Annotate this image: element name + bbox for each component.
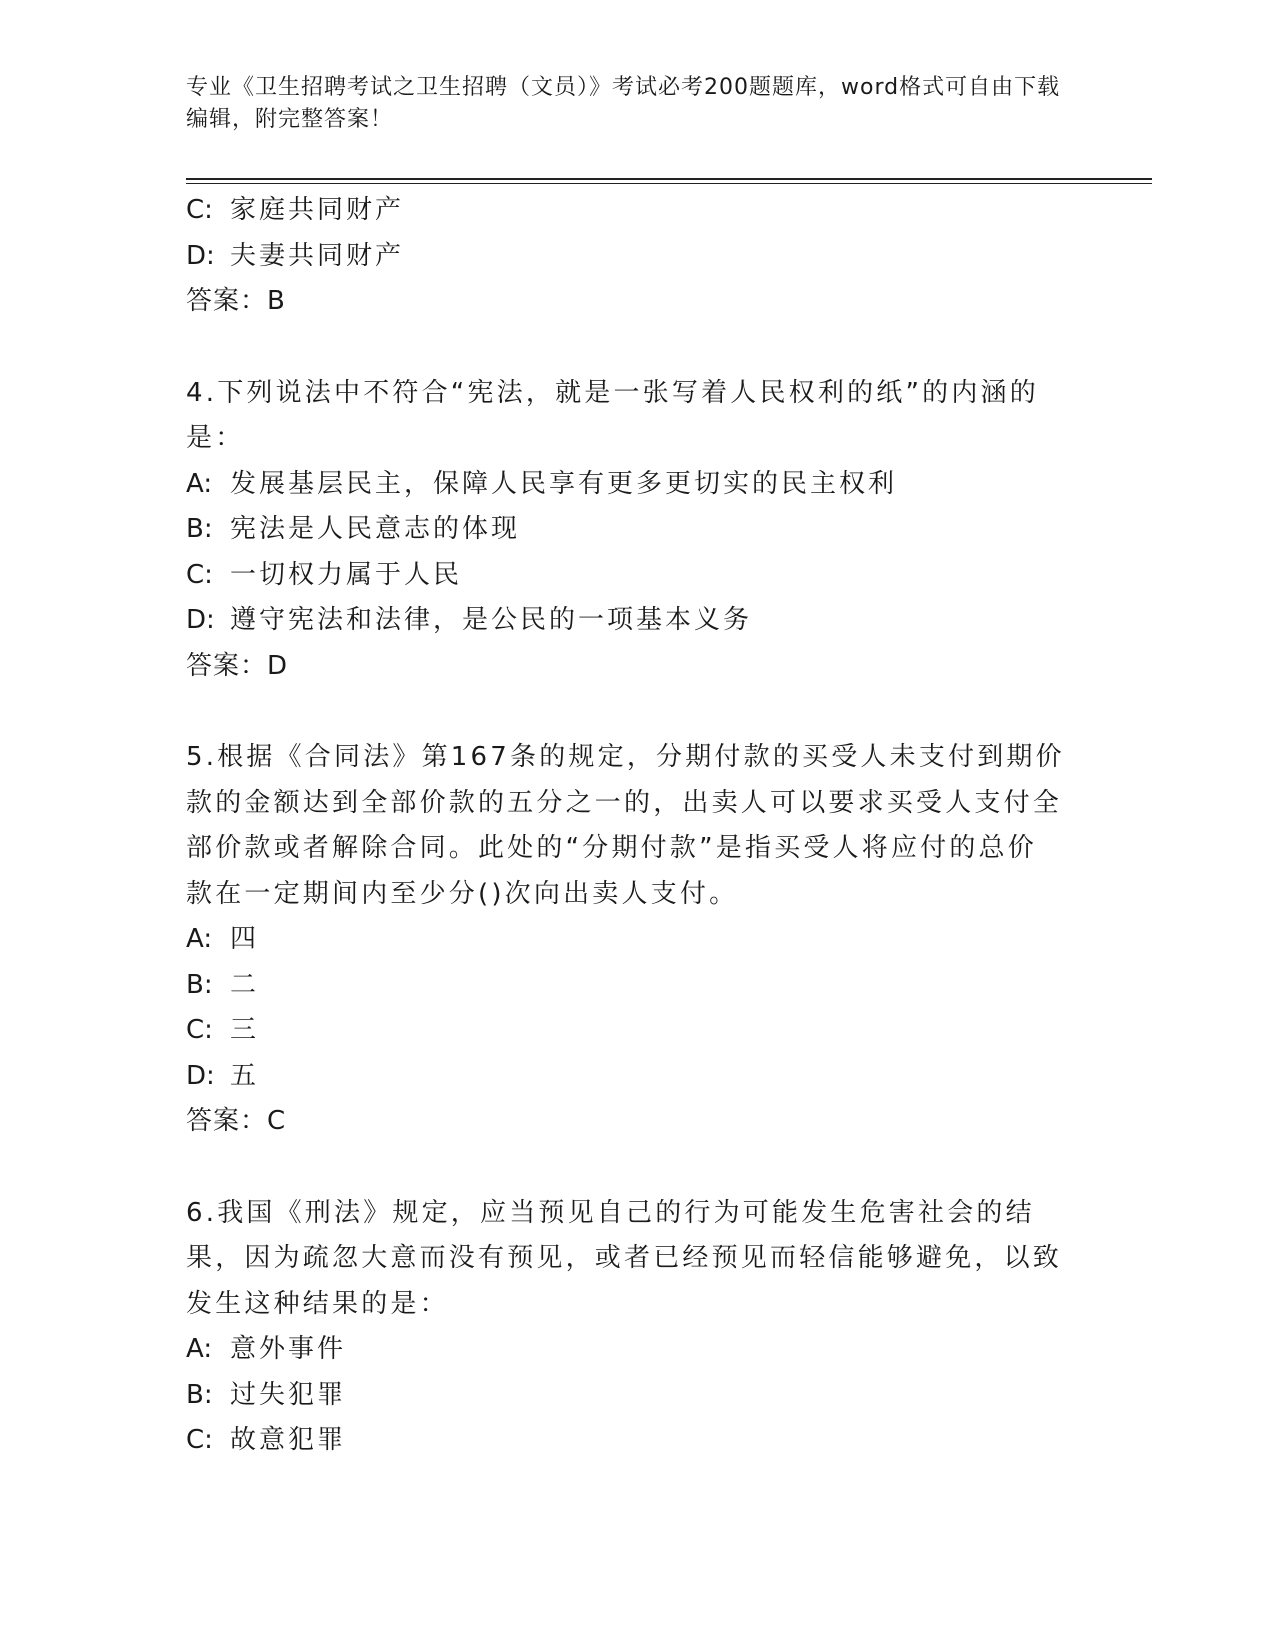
option-label: B: <box>186 969 213 1000</box>
option-text: 故意犯罪 <box>230 1425 347 1455</box>
answer-line: 答案：D <box>186 650 289 681</box>
option-text: 三 <box>230 1015 260 1045</box>
option-label: A: <box>186 468 213 499</box>
option-text: 家庭共同财产 <box>230 195 405 225</box>
option-line <box>186 1054 1066 1100</box>
question-stem: 6.我国《刑法》规定，应当预见自己的行为可能发生危害社会的结果，因为疏忽大意而没有预见，或者已经预见而轻信能够避免，以致发生这种结果的是： <box>186 1197 1063 1319</box>
option-line <box>186 553 1066 599</box>
option-label: D: <box>186 605 215 635</box>
option-line <box>186 462 1066 508</box>
document-header: 专业《卫生招聘考试之卫生招聘（文员）》考试必考200题题库，word格式可自由下载编辑，附完整答案！ <box>186 75 1061 132</box>
option-line <box>186 234 1066 280</box>
option-line <box>186 1327 1066 1373</box>
option-text: 五 <box>230 1060 260 1091</box>
option-text: 遵守宪法和法律，是公民的一项基本义务 <box>230 605 753 635</box>
option-text: 宪法是人民意志的体现 <box>230 514 521 544</box>
option-label: C: <box>186 195 213 225</box>
question-content <box>186 188 1066 1464</box>
option-label: C: <box>186 559 213 590</box>
option-line <box>186 963 1066 1009</box>
option-line <box>186 507 1066 553</box>
option-label: C: <box>186 1015 213 1045</box>
option-label: D: <box>186 240 215 271</box>
header-rule-thick <box>186 178 1152 180</box>
option-text: 一切权力属于人民 <box>230 559 463 590</box>
option-text: 四 <box>230 924 260 954</box>
header-rule-thin <box>186 183 1152 184</box>
option-label: B: <box>186 514 213 544</box>
answer-line: 答案：C <box>186 1106 287 1136</box>
option-text: 意外事件 <box>230 1334 347 1364</box>
option-label: A: <box>186 924 213 954</box>
question-stem: 4.下列说法中不符合“宪法，就是一张写着人民权利的纸”的内涵的是： <box>186 377 1039 453</box>
option-text: 过失犯罪 <box>230 1379 347 1410</box>
option-text: 发展基层民主，保障人民享有更多更切实的民主权利 <box>230 468 898 499</box>
option-line <box>186 917 1066 963</box>
option-line <box>186 188 1066 234</box>
option-line <box>186 598 1066 644</box>
option-label: B: <box>186 1379 213 1410</box>
option-label: A: <box>186 1334 213 1364</box>
option-line <box>186 1373 1066 1419</box>
question-stem: 5.根据《合同法》第167条的规定，分期付款的买受人未支付到期价款的金额达到全部价款的五分之一的，出卖人可以要求买受人支付全部价款或者解除合同。此处的“分期付款”是指买受人将应付的总价款在一定期间内至少分()次向出卖人支付。 <box>186 742 1065 909</box>
option-line <box>186 1418 1066 1464</box>
option-text: 夫妻共同财产 <box>230 240 405 271</box>
answer-line: 答案：B <box>186 286 286 316</box>
option-label: D: <box>186 1060 215 1091</box>
option-line <box>186 1008 1066 1054</box>
option-text: 二 <box>230 969 260 1000</box>
option-label: C: <box>186 1425 213 1455</box>
